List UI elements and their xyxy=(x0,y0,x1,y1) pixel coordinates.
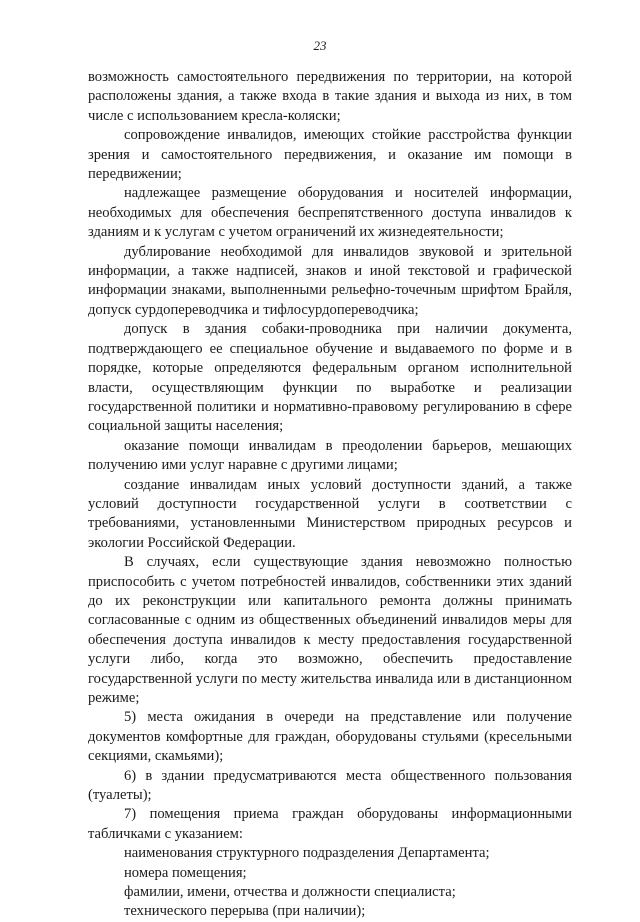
paragraph: оказание помощи инвалидам в преодолении барьеров, мешающих получению ими услуг наравне с другими лицами; xyxy=(88,437,572,474)
paragraph: сопровождение инвалидов, имеющих стойкие расстройства функции зрения и самостоятельного передвижения, и оказание им помощи в передвижении; xyxy=(88,127,572,183)
paragraph: 6) в здании предусматриваются места общественного пользования (туалеты); xyxy=(88,767,572,804)
paragraph: возможность самостоятельного передвижения по территории, на которой расположены здания, а также входа в такие здания и выхода из них, в том числе с использованием кресла-коляски; xyxy=(88,69,572,124)
page-number: 23 xyxy=(313,38,327,53)
paragraph: 7) помещения приема граждан оборудованы информационными табличками с указанием: xyxy=(88,806,572,842)
list-item: наименования структурного подразделения Департамента; xyxy=(124,845,490,862)
paragraph: В случаях, если существующие здания невозможно полностью приспособить с учетом потребностей инвалидов, собственники этих зданий до их реконструкции или капитального ремонта должны принимать согласованные с одним из общественных объединений инвалидов меры для обеспечения доступа инвалидов к месту предоставления государственной услуги либо, когда это возможно, обеспечить предоставление государственной услуги по месту жительства инвалида или в дистанционном режиме; xyxy=(88,554,572,706)
list-item: фамилии, имени, отчества и должности специалиста; xyxy=(124,884,456,901)
paragraph: создание инвалидам иных условий доступности зданий, а также условий доступности государственной услуги в соответствии с требованиями, установленными Министерством природных ресурсов и экологии Российской Федерации. xyxy=(88,476,572,551)
document-body xyxy=(88,68,572,922)
paragraph: надлежащее размещение оборудования и носителей информации, необходимых для обеспечения беспрепятственного доступа инвалидов к зданиям и к услугам с учетом ограничений их жизнедеятельности; xyxy=(88,185,572,241)
paragraph: допуск в здания собаки-проводника при наличии документа, подтверждающего ее специальное обучение и выдаваемого по форме и в порядке, которые определяются федеральным органом исполнительной власти, осуществляющим функции по выработке и реализации государственной политики и нормативно-правовому регулированию в сфере социальной защиты населения; xyxy=(88,321,572,435)
paragraph: дублирование необходимой для инвалидов звуковой и зрительной информации, а также надписей, знаков и иной текстовой и графической информации знаками, выполненными рельефно-точечным шрифтом Брайля, допуск сурдопереводчика и тифлосурдопереводчика; xyxy=(88,243,572,318)
paragraph: 5) места ожидания в очереди на представление или получение документов комфортные для граждан, оборудованы стульями (кресельными секциями, скамьями); xyxy=(88,709,572,765)
list-item: номера помещения; xyxy=(124,864,247,881)
list-item: технического перерыва (при наличии); xyxy=(124,903,366,920)
